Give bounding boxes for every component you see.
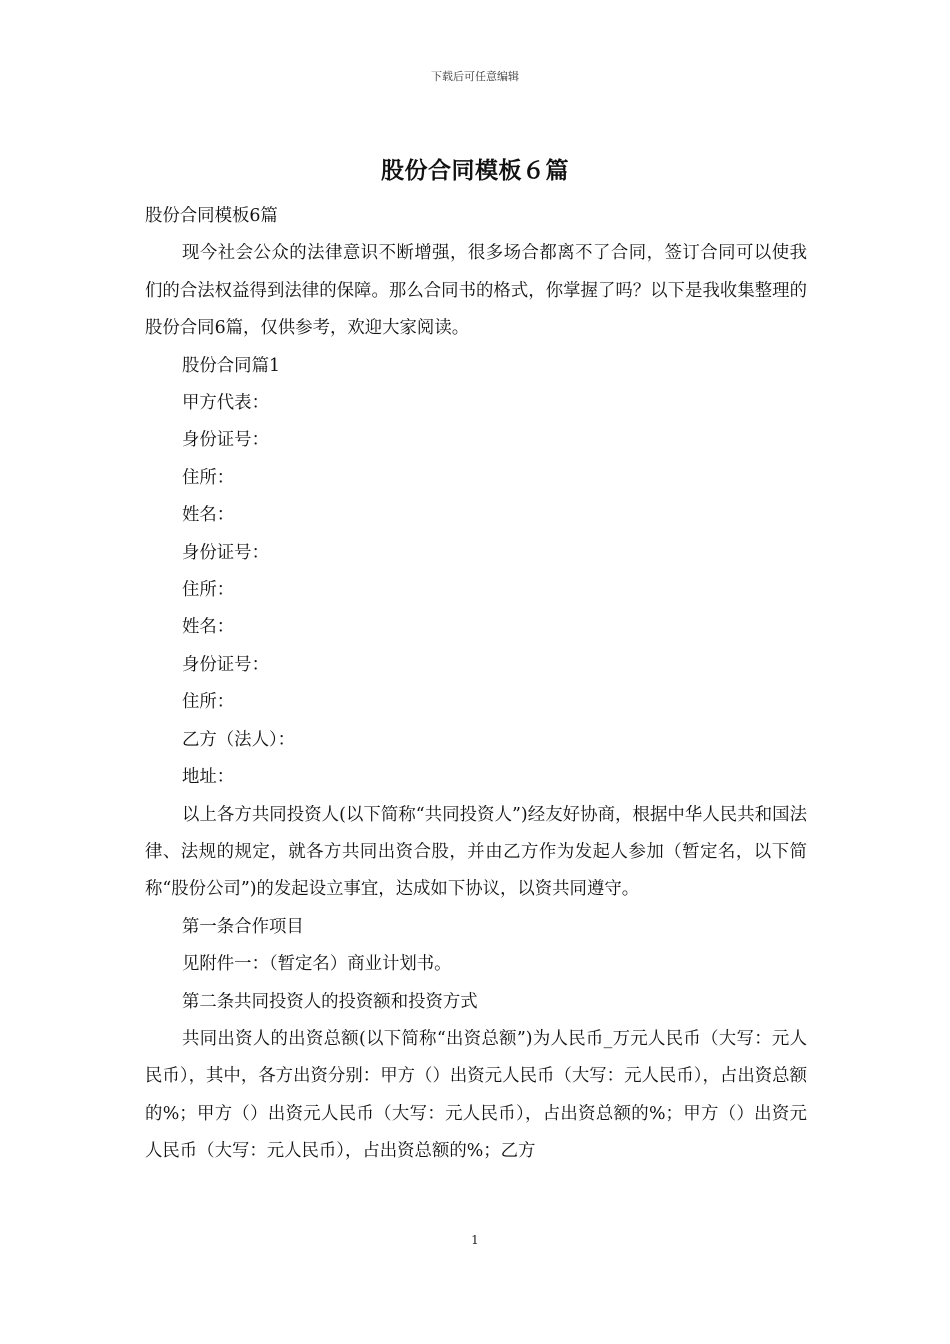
paragraph: 股份合同篇1 (182, 355, 281, 376)
paragraph: 身份证号： (182, 430, 269, 451)
paragraph: 共同出资人的出资总额(以下简称“出资总额”)为人民币_万元人民币（大写：元人民币），其中，各方出资分别：甲方（）出资元人民币（大写：元人民币），占出资总额的%；甲方（）出资元人民币（大写：元人民币），占出资总额的%；甲方（）出资元人民币（大写：元人民币），占出资总额的%；乙方 (145, 1028, 807, 1162)
document-title: 股份合同模板６篇 (381, 158, 569, 184)
paragraph: 现今社会公众的法律意识不断增强，很多场合都离不了合同，签订合同可以使我们的合法权益得到法律的保障。那么合同书的格式，你掌握了吗？以下是我收集整理的股份合同6篇，仅供参考，欢迎大家阅读。 (145, 243, 807, 339)
paragraph: 住所： (182, 692, 235, 713)
paragraph: 乙方（法人）： (182, 729, 296, 750)
paragraph: 姓名： (182, 617, 235, 638)
paragraph: 身份证号： (182, 654, 269, 675)
page-number: 1 (471, 1233, 479, 1247)
paragraph: 地址： (182, 767, 235, 788)
page-header-note: 下载后可任意编辑 (431, 70, 519, 83)
paragraph: 住所： (182, 467, 235, 488)
paragraph: 股份合同模板6篇 (145, 206, 278, 226)
paragraph: 第二条共同投资人的投资额和投资方式 (182, 991, 478, 1012)
paragraph: 甲方代表： (182, 393, 269, 414)
paragraph: 姓名： (182, 505, 235, 526)
paragraph: 住所： (182, 580, 235, 601)
paragraph: 第一条合作项目 (182, 916, 304, 937)
document-body (145, 198, 807, 1171)
paragraph: 以上各方共同投资人(以下简称“共同投资人”)经友好协商，根据中华人民共和国法律、法规的规定，就各方共同出资合股，并由乙方作为发起人参加（暂定名，以下简称“股份公司”)的发起设立事宜，达成如下协议，以资共同遵守。 (145, 804, 807, 900)
paragraph: 身份证号： (182, 542, 269, 563)
paragraph: 见附件一：（暂定名）商业计划书。 (182, 954, 452, 975)
